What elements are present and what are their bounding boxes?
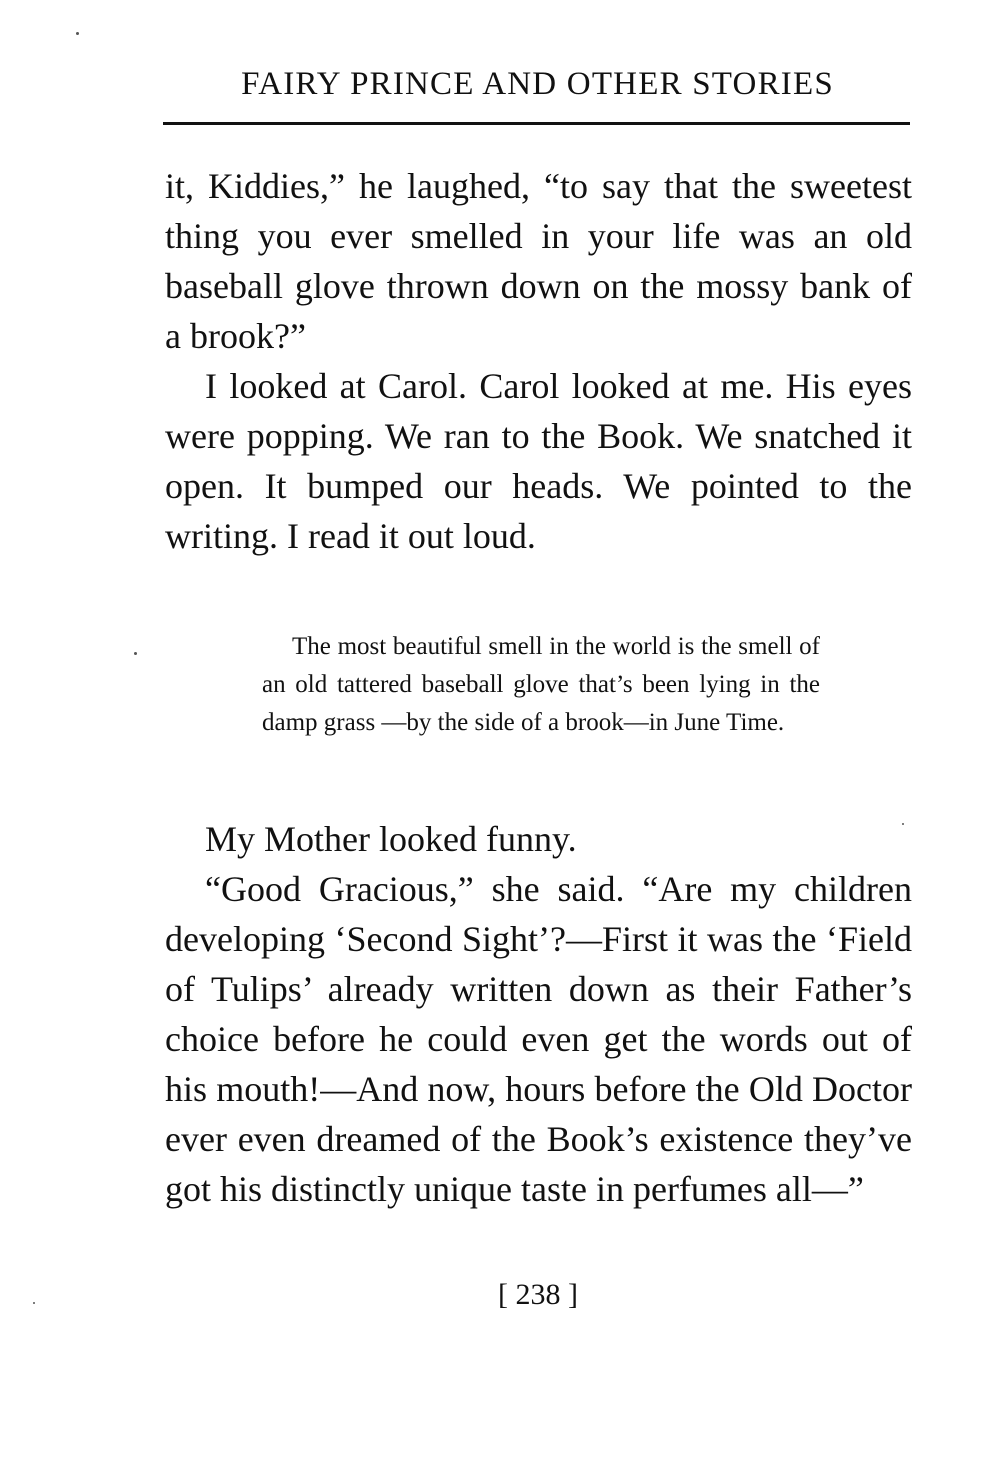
paragraph-text: it, Kiddies,” he laughed, “to say that the sweetest thing you ever smelled in your life was an old baseball glove thrown down on the mossy bank of a brook?”	[165, 166, 912, 356]
paper-speck	[33, 1302, 35, 1304]
paper-speck	[134, 652, 137, 655]
quotation-text: The most beautiful smell in the world is the smell of an old tattered baseball glove that’s been lying in the damp grass —by the side of a brook—in June Time.	[262, 633, 820, 736]
page-number: [ 238 ]	[498, 1278, 578, 1311]
header-rule	[163, 122, 910, 125]
paper-speck	[76, 32, 79, 35]
paragraph-looked-at-carol	[165, 361, 912, 561]
paper-speck	[902, 823, 904, 825]
paragraph-continued	[165, 161, 912, 361]
paragraph-text: I looked at Carol. Carol looked at me. His eyes were popping. We ran to the Book. We snatched it open. It bumped our heads. We pointed to the writing. I read it out loud.	[165, 366, 912, 556]
paragraph-text: “Good Gracious,” she said. “Are my children developing ‘Second Sight’?—First it was the ‘Field of Tulips’ already written down as their Father’s choice before he could even get the words out of his mouth!—And now, hours before the Old Doctor ever even dreamed of the Book’s existence they’ve got his distinctly unique taste in perfumes all—”	[165, 869, 912, 1209]
paragraph-text: My Mother looked funny.	[205, 819, 577, 859]
running-head: FAIRY PRINCE AND OTHER STORIES	[241, 66, 834, 102]
paragraph-mother-looked-funny	[165, 814, 912, 864]
paragraph-good-gracious	[165, 864, 912, 1214]
book-quotation	[262, 628, 820, 742]
